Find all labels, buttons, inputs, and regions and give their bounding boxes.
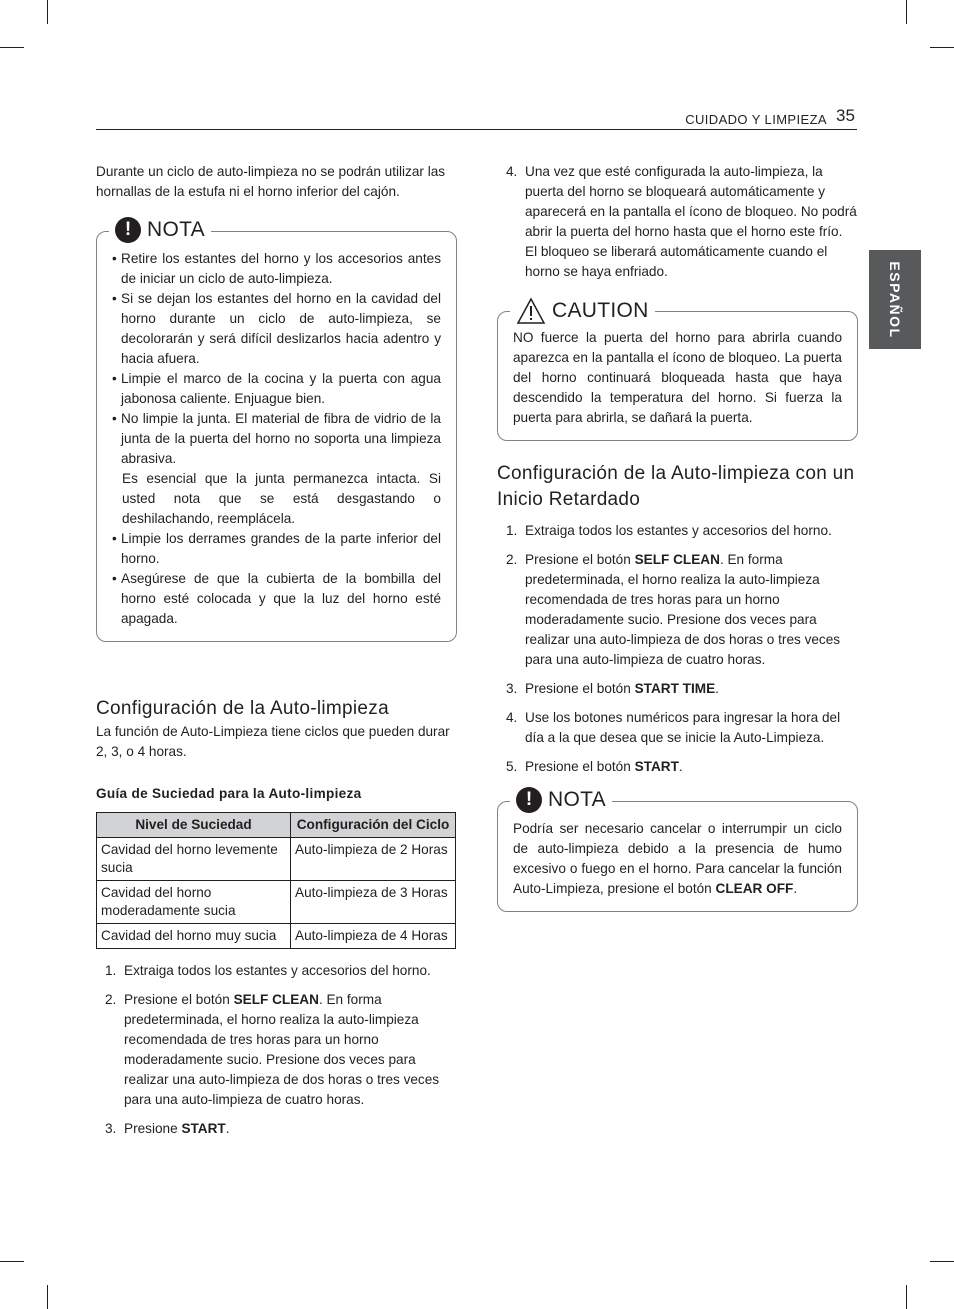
note-text: [513, 819, 842, 899]
note-bullet: • Si se dejan los estantes del horno en la cavidad del horno durante un ciclo de auto-limpieza, se decolorarán y será difícil deslizarlos hacia adentro y hacia afuera.: [112, 289, 441, 369]
step-number: 2.: [506, 552, 518, 567]
exclamation-icon: !: [516, 787, 542, 813]
step-item: [497, 521, 858, 541]
table-cell: Cavidad del horno moderadamente sucia: [97, 881, 291, 924]
table-row: [97, 881, 456, 924]
step-item: [497, 708, 858, 748]
step-number: 1.: [105, 963, 117, 978]
step-item: [497, 550, 858, 670]
button-name: SELF CLEAN: [233, 992, 319, 1007]
caution-label: CAUTION: [552, 299, 649, 322]
step-text: . En forma predeterminada, el horno realiza la auto-limpieza recomendada de tres horas para un horno moderadamente sucio. Presione dos veces para realizar una auto-limpieza de dos horas o tres veces para una auto-limpieza de cuatro horas.: [525, 552, 841, 667]
step-number: 3.: [105, 1121, 117, 1136]
step-text: Presione el botón: [525, 681, 635, 696]
button-name: SELF CLEAN: [634, 552, 720, 567]
table-header: Nivel de Suciedad: [97, 813, 291, 838]
table-row: [97, 924, 456, 949]
crop-mark: [47, 1285, 48, 1309]
crop-mark: [930, 47, 954, 48]
step-item: [96, 1119, 457, 1139]
note-label: NOTA: [147, 218, 205, 241]
note-bullet-list: [112, 249, 441, 469]
note-text-part: Podría ser necesario cancelar o interrumpir un ciclo de auto-limpieza debido a la presencia de humo excesivo o fuego en el horno. Para cancelar la función Auto-Limpieza, presione el botón: [513, 821, 842, 896]
note-extra-text: Es esencial que la junta permanezca intacta. Si usted nota que se está desgastando o deshilachando, reemplácela.: [122, 471, 441, 526]
table-header-row: [97, 813, 456, 838]
language-tab-label: ESPAÑOL: [887, 261, 903, 339]
crop-mark: [906, 0, 907, 24]
crop-mark: [930, 1261, 954, 1262]
caution-title: [510, 297, 655, 325]
section-title: Configuración de la Auto-limpieza: [96, 698, 389, 719]
right-column: [497, 162, 858, 912]
table-cell: Auto-limpieza de 2 Horas: [291, 838, 456, 881]
note-box: [497, 788, 858, 912]
step-item: [96, 961, 457, 981]
header-rule: [96, 129, 857, 130]
step-item: [497, 162, 858, 282]
step-item: [96, 990, 457, 1110]
step-text: .: [225, 1121, 230, 1136]
note-title: [510, 787, 612, 813]
button-name: START TIME: [634, 681, 716, 696]
note-box: [96, 218, 457, 642]
step-text: .: [678, 759, 683, 774]
step-text: Presione: [124, 1121, 182, 1136]
note-bullet: • Limpie los derrames grandes de la parte inferior del horno.: [112, 529, 441, 569]
note-bullet: • Asegúrese de que la cubierta de la bombilla del horno esté colocada y que la luz del horno esté apagada.: [112, 569, 441, 629]
section-title: Configuración de la Auto-limpieza con un Inicio Retardado: [497, 463, 855, 510]
soil-guide-table: [96, 812, 456, 949]
button-name: CLEAR OFF: [715, 881, 794, 896]
step-text: .: [715, 681, 719, 696]
table-cell: Cavidad del horno levemente sucia: [97, 838, 291, 881]
table-title: Guía de Suciedad para la Auto-limpieza: [96, 786, 362, 801]
crop-mark: [906, 1285, 907, 1309]
table-cell: Auto-limpieza de 4 Horas: [291, 924, 456, 949]
button-name: START: [634, 759, 679, 774]
section-intro: La función de Auto-Limpieza tiene ciclos que pueden durar 2, 3, o 4 horas.: [96, 724, 450, 759]
note-text-part: .: [793, 881, 798, 896]
exclamation-icon: !: [115, 217, 141, 243]
note-title: [109, 217, 211, 243]
table-cell: Cavidad del horno muy sucia: [97, 924, 291, 949]
intro-paragraph: Durante un ciclo de auto-limpieza no se podrán utilizar las hornallas de la estufa ni el horno inferior del cajón.: [96, 164, 446, 199]
caution-box: [497, 299, 858, 441]
step-item: [497, 757, 858, 777]
crop-mark: [0, 1261, 24, 1262]
page-number: 35: [836, 106, 855, 125]
step-text: . En forma predeterminada, el horno realiza la auto-limpieza recomendada de tres horas para un horno moderadamente sucio. Presione dos veces para realizar una auto-limpieza de dos horas o tres veces para una auto-limpieza de cuatro horas.: [124, 992, 440, 1107]
section-name: CUIDADO Y LIMPIEZA: [685, 112, 827, 127]
step-number: 1.: [506, 523, 518, 538]
table-header: Configuración del Ciclo: [291, 813, 456, 838]
note-bullet: • Limpie el marco de la cocina y la puerta con agua jabonosa caliente. Enjuague bien.: [112, 369, 441, 409]
table-row: [97, 838, 456, 881]
step-text: Extraiga todos los estantes y accesorios del horno.: [124, 963, 431, 978]
step-number: 4.: [506, 164, 518, 179]
crop-mark: [0, 47, 24, 48]
steps-list: [497, 162, 858, 282]
step-item: [497, 679, 858, 699]
warning-triangle-icon: [516, 297, 546, 325]
language-tab: [869, 250, 921, 349]
step-number: 3.: [506, 681, 518, 696]
note-bullet: • No limpie la junta. El material de fibra de vidrio de la junta de la puerta del horno no soporta una limpieza abrasiva.: [112, 409, 441, 469]
step-text: Use los botones numéricos para ingresar la hora del día a la que desea que se inicie la Auto-Limpieza.: [525, 710, 841, 745]
note-bullet-list: [112, 529, 441, 629]
step-text: Presione el botón: [525, 759, 635, 774]
step-text: Extraiga todos los estantes y accesorios del horno.: [525, 523, 832, 538]
step-text: Una vez que esté configurada la auto-limpieza, la puerta del horno se bloqueará automáticamente y aparecerá en la pantalla el ícono de bloqueo. No podrá abrir la puerta del horno hasta que el horno este frío. El bloqueo se liberará automáticamente cuando el horno se haya enfriado.: [525, 164, 857, 279]
button-name: START: [181, 1121, 226, 1136]
table-cell: Auto-limpieza de 3 Horas: [291, 881, 456, 924]
steps-list: [96, 961, 457, 1139]
step-number: 5.: [506, 759, 518, 774]
note-bullet: • Retire los estantes del horno y los accesorios antes de iniciar un ciclo de auto-limpieza.: [112, 249, 441, 289]
left-column: [96, 162, 457, 1148]
note-label: NOTA: [548, 788, 606, 811]
caution-text: NO fuerce la puerta del horno para abrirla cuando aparezca en la pantalla el ícono de bloqueo. La puerta del horno continuará bloqueada hasta que haya descendido la temperatura del horno. Si fuerza la puerta para abrirla, se dañará la puerta.: [513, 330, 842, 425]
crop-mark: [47, 0, 48, 24]
steps-list: [497, 521, 858, 777]
step-number: 2.: [105, 992, 117, 1007]
step-text: Presione el botón: [525, 552, 635, 567]
step-text: Presione el botón: [124, 992, 234, 1007]
step-number: 4.: [506, 710, 518, 725]
